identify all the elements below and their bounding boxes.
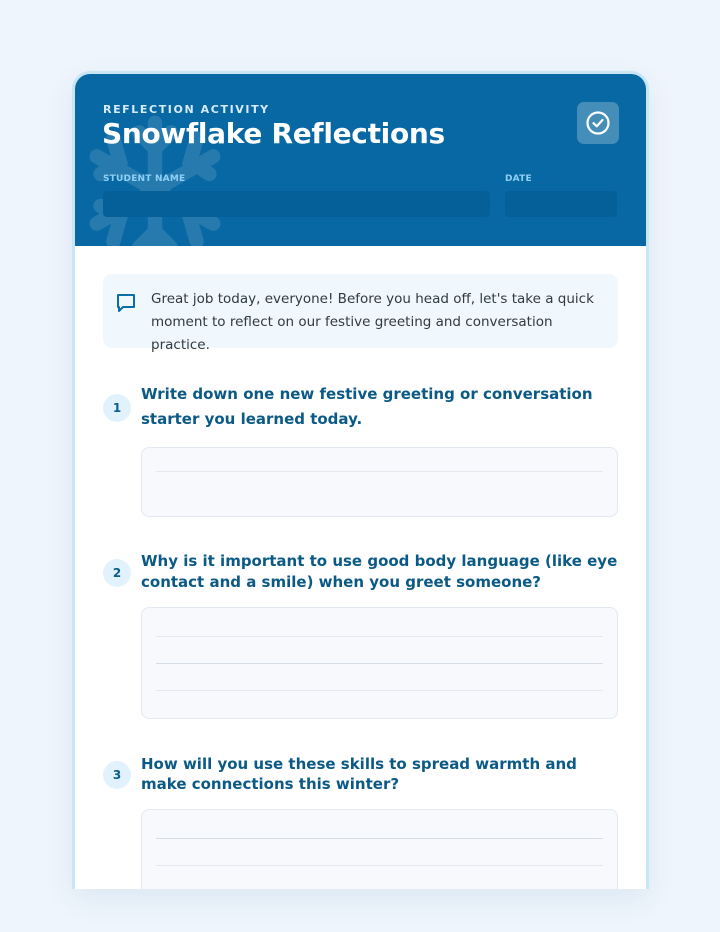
question-text: How will you use these skills to spread warmth and make connections this winter? (141, 755, 577, 793)
date-label: DATE (505, 174, 532, 184)
question-number: 2 (103, 559, 131, 587)
student-name-field[interactable] (103, 191, 490, 217)
question-number: 1 (103, 394, 131, 422)
worksheet-card (72, 71, 649, 889)
question-number: 3 (103, 761, 131, 789)
activity-eyebrow: REFLECTION ACTIVITY (103, 103, 270, 116)
intro-callout (103, 274, 618, 353)
page-title: Snowflake Reflections (102, 117, 445, 150)
complete-button[interactable] (577, 102, 619, 144)
answer-box[interactable] (141, 607, 618, 719)
answer-box[interactable] (141, 447, 618, 517)
answer-box[interactable] (141, 809, 618, 889)
intro-text: Great job today, everyone! Before you head off, let's take a quick moment to reflect on our festive greeting and conversation practice. (151, 291, 594, 353)
worksheet-header (75, 74, 646, 246)
question-text: Write down one new festive greeting or conversation starter you learned today. (141, 385, 593, 428)
question-text: Why is it important to use good body language (like eye contact and a smile) when you greet someone? (141, 552, 618, 591)
student-name-label: STUDENT NAME (103, 174, 186, 184)
chat-bubble-icon (115, 292, 137, 314)
date-field[interactable] (505, 191, 617, 217)
check-circle-icon (585, 110, 611, 136)
